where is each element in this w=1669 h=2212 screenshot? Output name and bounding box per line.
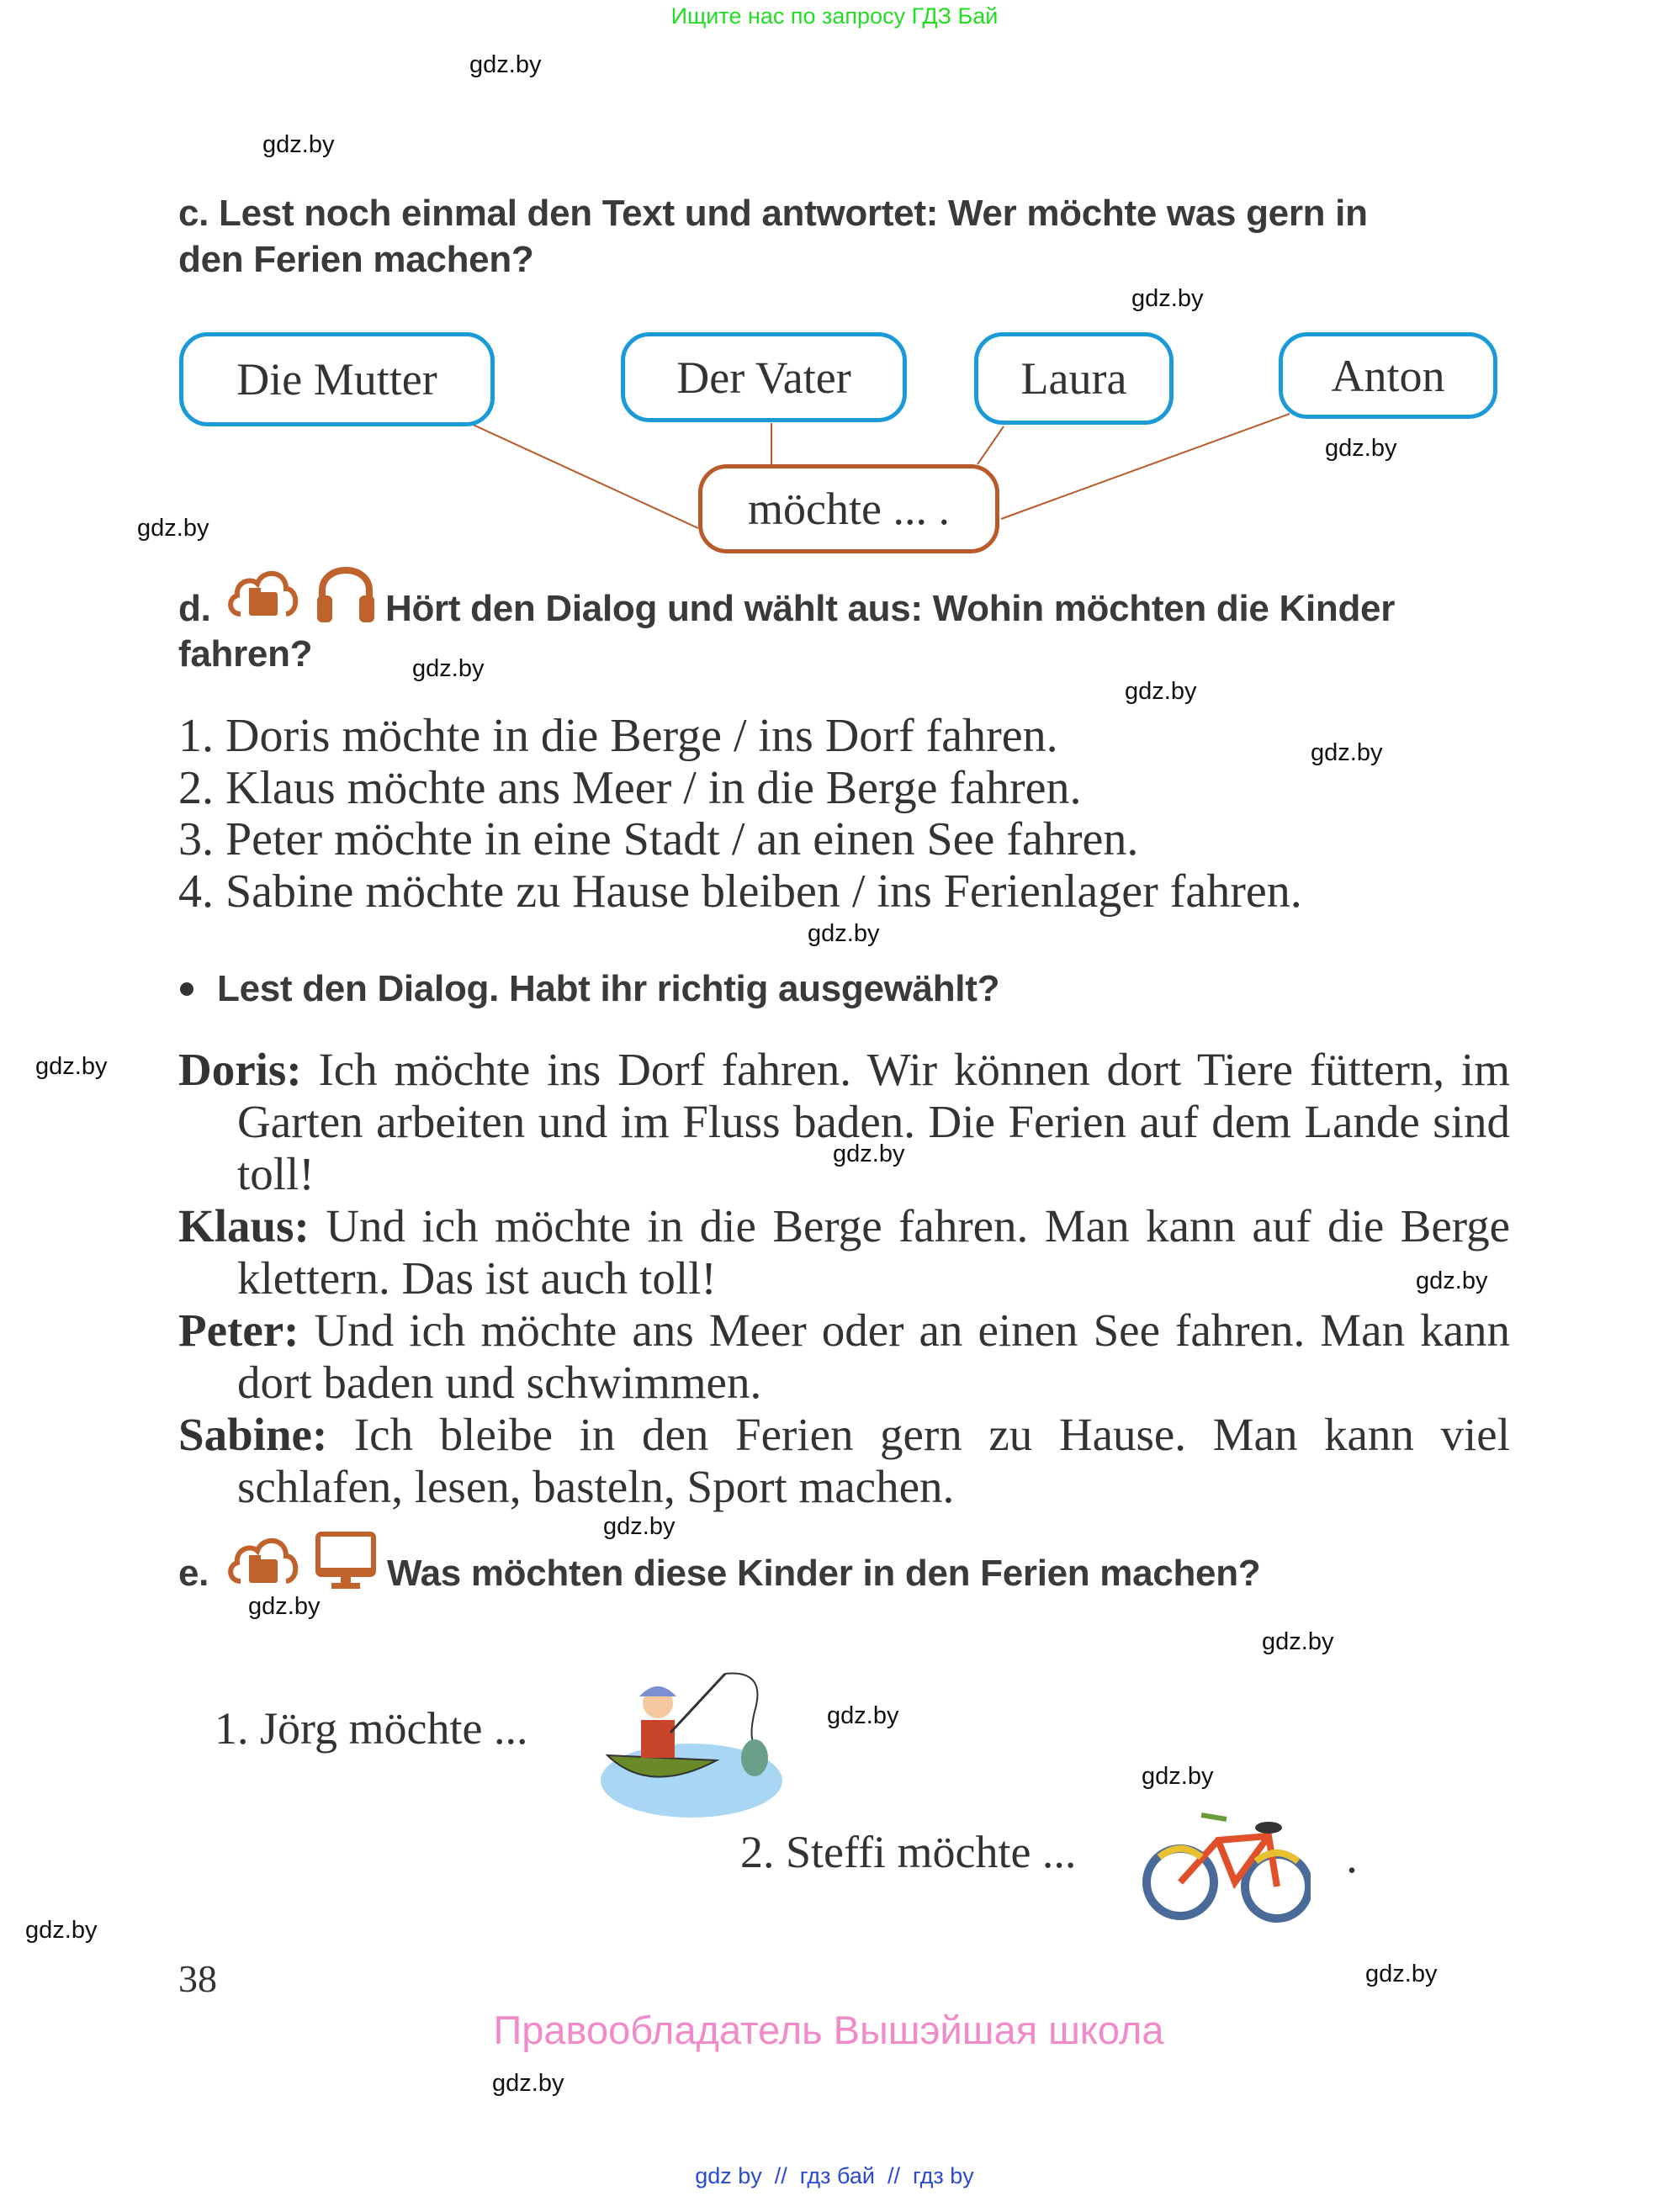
section-d-label: d.	[178, 588, 211, 629]
dialog-line	[178, 1200, 1510, 1304]
box-anton: Anton	[1279, 332, 1497, 419]
speech: Ich bleibe in den Ferien gern zu Hause. Man kann viel schlafen, lesen, basteln, Sport machen.	[237, 1409, 1510, 1512]
speaker: Peter:	[178, 1304, 299, 1356]
connector-line	[1001, 414, 1290, 519]
watermark: gdz.by	[248, 1593, 321, 1620]
task-item-end: .	[1346, 1831, 1358, 1883]
watermark: gdz.by	[137, 515, 209, 542]
bullet-icon	[180, 982, 193, 996]
heading-line: Hört den Dialog und wählt aus: Wohin möchten die Kinder	[385, 588, 1396, 629]
speech: Und ich möchte ans Meer oder an einen See fahren. Man kann dort baden und schwimmen.	[237, 1304, 1510, 1408]
watermark: gdz.by	[808, 920, 880, 947]
speaker: Sabine:	[178, 1409, 328, 1460]
copyright-notice: Правообладатель Вышэйшая школа	[493, 2008, 1164, 2052]
connector-line	[469, 423, 698, 528]
headphones-icon[interactable]	[314, 558, 378, 626]
watermark: gdz.by	[492, 2070, 564, 2097]
top-banner[interactable]: Ищите нас по запросу ГДЗ Бай	[670, 3, 999, 29]
footer-links[interactable]: gdz by // гдз бай // гдз by	[695, 2163, 974, 2188]
bullet-task: Lest den Dialog. Habt ihr richtig ausgewählt?	[217, 968, 1000, 1009]
watermark: gdz.by	[25, 1917, 98, 1944]
heading-line: den Ferien machen?	[178, 239, 534, 280]
watermark: gdz.by	[1311, 739, 1383, 766]
watermark: gdz.by	[827, 1702, 899, 1729]
choice-item: 1. Doris möchte in die Berge / ins Dorf fahren.	[178, 710, 1058, 762]
watermark: gdz.by	[1125, 678, 1197, 705]
watermark: gdz.by	[35, 1053, 108, 1080]
watermark: gdz.by	[1131, 285, 1204, 312]
dialog	[178, 1044, 1510, 1513]
task-item-steffi: 2. Steffi möchte ...	[740, 1827, 1077, 1877]
section-d-heading	[385, 585, 1395, 632]
task-item-joerg: 1. Jörg möchte ...	[215, 1703, 528, 1754]
page-number: 38	[178, 1957, 217, 2000]
dialog-line	[178, 1044, 1510, 1200]
section-d-heading-cont: fahren?	[178, 633, 313, 675]
dialog-line	[178, 1304, 1510, 1409]
bicycle-image	[1142, 1798, 1311, 1924]
section-e-label: e.	[178, 1553, 209, 1594]
speaker: Doris:	[178, 1044, 302, 1095]
section-e-heading: Was möchten diese Kinder in den Ferien machen?	[387, 1553, 1261, 1594]
watermark: gdz.by	[833, 1140, 905, 1167]
watermark: gdz.by	[1262, 1628, 1334, 1655]
watermark: gdz.by	[262, 131, 335, 158]
connector-line	[978, 426, 1004, 464]
fishing-boy-image	[599, 1661, 786, 1819]
dialog-line	[178, 1409, 1510, 1513]
choice-item: 4. Sabine möchte zu Hause bleiben / ins Ferienlager fahren.	[178, 865, 1302, 918]
monitor-icon[interactable]	[315, 1531, 377, 1593]
heading-line: c. Lest noch einmal den Text und antwortet: Wer möchte was gern in	[178, 193, 1368, 234]
speech: Ich möchte ins Dorf fahren. Wir können dort Tiere füttern, im Garten arbeiten und im Fluss baden. Die Ferien auf dem Lande sind toll!	[237, 1044, 1510, 1199]
watermark: gdz.by	[469, 51, 542, 78]
choice-item: 3. Peter möchte in eine Stadt / an einen See fahren.	[178, 813, 1139, 865]
box-laura: Laura	[974, 332, 1174, 425]
box-moechte: möchte ... .	[698, 464, 999, 553]
watermark: gdz.by	[1142, 1763, 1214, 1790]
watermark: gdz.by	[412, 655, 485, 682]
watermark: gdz.by	[603, 1513, 676, 1540]
speech: Und ich möchte in die Berge fahren. Man kann auf die Berge klettern. Das ist auch toll!	[237, 1200, 1511, 1304]
speaker: Klaus:	[178, 1200, 310, 1252]
box-der-vater: Der Vater	[621, 332, 907, 422]
cloud-folder-icon[interactable]	[225, 562, 299, 626]
watermark: gdz.by	[1416, 1267, 1488, 1294]
box-die-mutter: Die Mutter	[179, 332, 495, 426]
watermark: gdz.by	[1325, 435, 1397, 462]
watermark: gdz.by	[1365, 1961, 1438, 1987]
choice-item: 2. Klaus möchte ans Meer / in die Berge fahren.	[178, 762, 1082, 814]
cloud-folder-icon[interactable]	[225, 1529, 299, 1593]
